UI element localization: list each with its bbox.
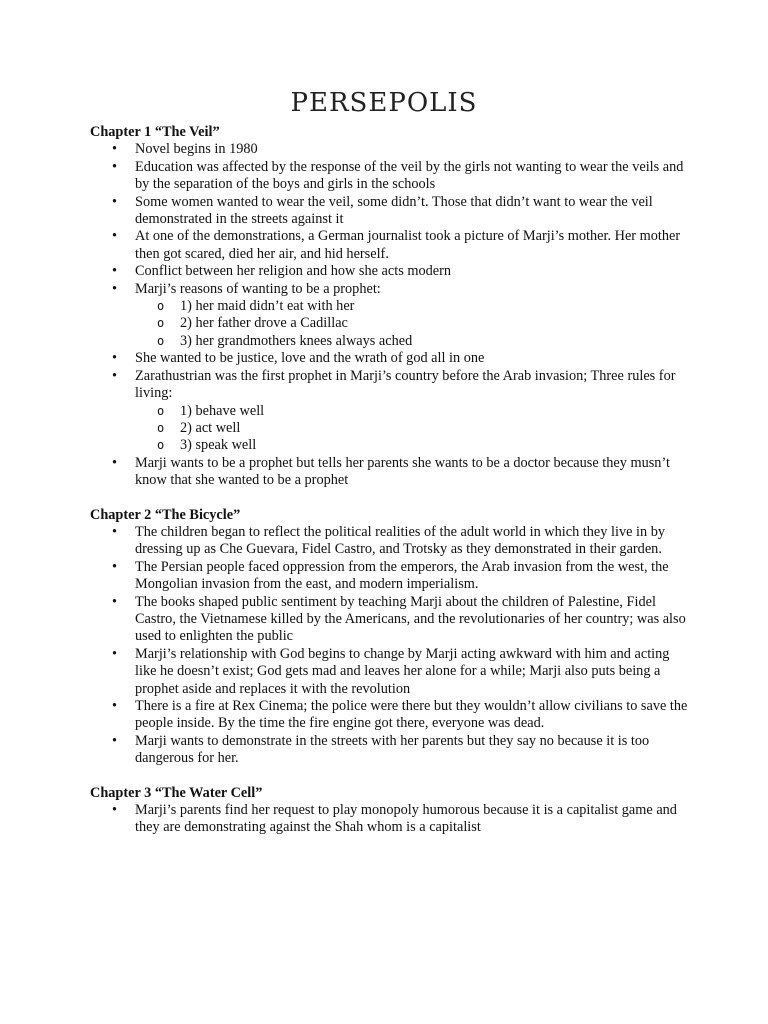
bullet-icon: • (112, 158, 118, 175)
circle-bullet-icon: o (157, 420, 165, 435)
bullet-item (90, 281, 690, 351)
bullet-text: Marji wants to demonstrate in the streets with her parents but they say no because it is too dangerous for her. (135, 732, 650, 767)
bullet-icon: • (112, 698, 118, 714)
chapter-bullet-list (90, 141, 690, 489)
sub-bullet-item (135, 315, 690, 332)
sub-bullet-list (135, 403, 690, 455)
circle-bullet-icon: o (157, 403, 165, 418)
bullet-icon: • (112, 732, 118, 749)
bullet-icon: • (112, 558, 118, 575)
bullet-text: Marji’s parents find her request to play monopoly humorous because it is a capitalist game and they are demonstrating against the Shah whom is a capitalist (135, 802, 677, 836)
bullet-item (90, 802, 690, 837)
bullet-text: Conflict between her religion and how she acts modern (135, 263, 452, 280)
sub-bullet-text: 2) act well (180, 419, 241, 436)
bullet-icon: • (112, 645, 118, 662)
bullet-text: Education was affected by the response of the veil by the girls not wanting to wear the veils and by the separation of the boys and girls in the schools (135, 158, 684, 193)
bullet-text: Marji wants to be a prophet but tells her parents she wants to be a doctor because they musn’t know that she wanted to be a prophet (135, 454, 670, 489)
chapter-bullet-list (90, 802, 690, 837)
bullet-icon: • (112, 350, 118, 367)
bullet-text: Novel begins in 1980 (135, 141, 258, 158)
bullet-item (90, 455, 690, 490)
document-body (90, 124, 690, 837)
bullet-item (90, 350, 690, 367)
chapter-heading: Chapter 2 “The Bicycle” (90, 506, 241, 523)
bullet-item (90, 159, 690, 194)
bullet-icon: • (112, 263, 118, 280)
sub-bullet-item (135, 437, 690, 454)
bullet-icon: • (112, 367, 118, 384)
bullet-text: The children began to reflect the political realities of the adult world in which they live in by dressing up as Che Guevara, Fidel Castro, and Trotsky as they demonstrated in their garden. (135, 523, 666, 558)
bullet-text: The Persian people faced oppression from the emperors, the Arab invasion from the west, the Mongolian invasion from the east, and modern imperialism. (135, 558, 669, 593)
chapter-spacer (90, 768, 690, 785)
chapter-bullet-list (90, 524, 690, 768)
bullet-item (90, 698, 690, 733)
bullet-icon: • (112, 454, 118, 471)
sub-bullet-item (135, 420, 690, 437)
circle-bullet-icon: o (157, 299, 165, 314)
bullet-item (90, 228, 690, 263)
circle-bullet-icon: o (157, 316, 165, 331)
bullet-icon: • (112, 523, 118, 540)
bullet-text: Marji’s relationship with God begins to change by Marji acting awkward with him and acting like he doesn’t exist; God gets mad and leaves her alone for a while; Marji also puts being a prophet aside and replaces it with the revolution (135, 645, 670, 697)
bullet-icon: • (112, 593, 118, 610)
bullet-item (90, 559, 690, 594)
bullet-text: Marji’s reasons of wanting to be a prophet: (135, 280, 381, 297)
bullet-item (90, 594, 690, 646)
bullet-icon: • (112, 193, 118, 210)
bullet-item (90, 646, 690, 698)
sub-bullet-list (135, 298, 690, 350)
bullet-item (90, 733, 690, 768)
chapter-heading: Chapter 1 “The Veil” (90, 124, 220, 140)
circle-bullet-icon: o (157, 333, 165, 348)
chapter-spacer (90, 490, 690, 507)
bullet-item (90, 524, 690, 559)
chapter-heading: Chapter 3 “The Water Cell” (90, 784, 263, 801)
sub-bullet-text: 2) her father drove a Cadillac (180, 315, 348, 332)
sub-bullet-item (135, 333, 690, 350)
bullet-text: At one of the demonstrations, a German journalist took a picture of Marji’s mother. Her mother then got scared, died her air, and hid herself. (135, 228, 681, 262)
bullet-icon: • (112, 802, 118, 819)
bullet-icon: • (112, 228, 118, 245)
bullet-icon: • (112, 280, 118, 297)
bullet-text: There is a fire at Rex Cinema; the police were there but they wouldn’t allow civilians to save the people inside. By the time the fire engine got there, everyone was dead. (135, 698, 688, 732)
sub-bullet-text: 1) her maid didn’t eat with her (180, 298, 355, 315)
bullet-icon: • (112, 141, 118, 158)
bullet-text: The books shaped public sentiment by teaching Marji about the children of Palestine, Fidel Castro, the Vietnamese killed by the Americans, and the revolutionaries of her country; was also used to enlighten the public (135, 593, 686, 645)
circle-bullet-icon: o (157, 438, 165, 453)
bullet-text: She wanted to be justice, love and the wrath of god all in one (135, 350, 485, 367)
sub-bullet-text: 1) behave well (180, 402, 265, 419)
bullet-text: Zarathustrian was the first prophet in Marji’s country before the Arab invasion; Three rules for living: (135, 367, 676, 402)
bullet-item (90, 263, 690, 280)
bullet-item (90, 141, 690, 158)
document-title: PERSEPOLIS (290, 88, 478, 118)
bullet-item (90, 194, 690, 229)
bullet-item (90, 368, 690, 455)
bullet-text: Some women wanted to wear the veil, some didn’t. Those that didn’t want to wear the veil demonstrated in the streets against it (135, 193, 653, 228)
sub-bullet-item (135, 403, 690, 420)
sub-bullet-text: 3) her grandmothers knees always ached (180, 332, 413, 349)
sub-bullet-text: 3) speak well (180, 437, 257, 454)
sub-bullet-item (135, 298, 690, 315)
